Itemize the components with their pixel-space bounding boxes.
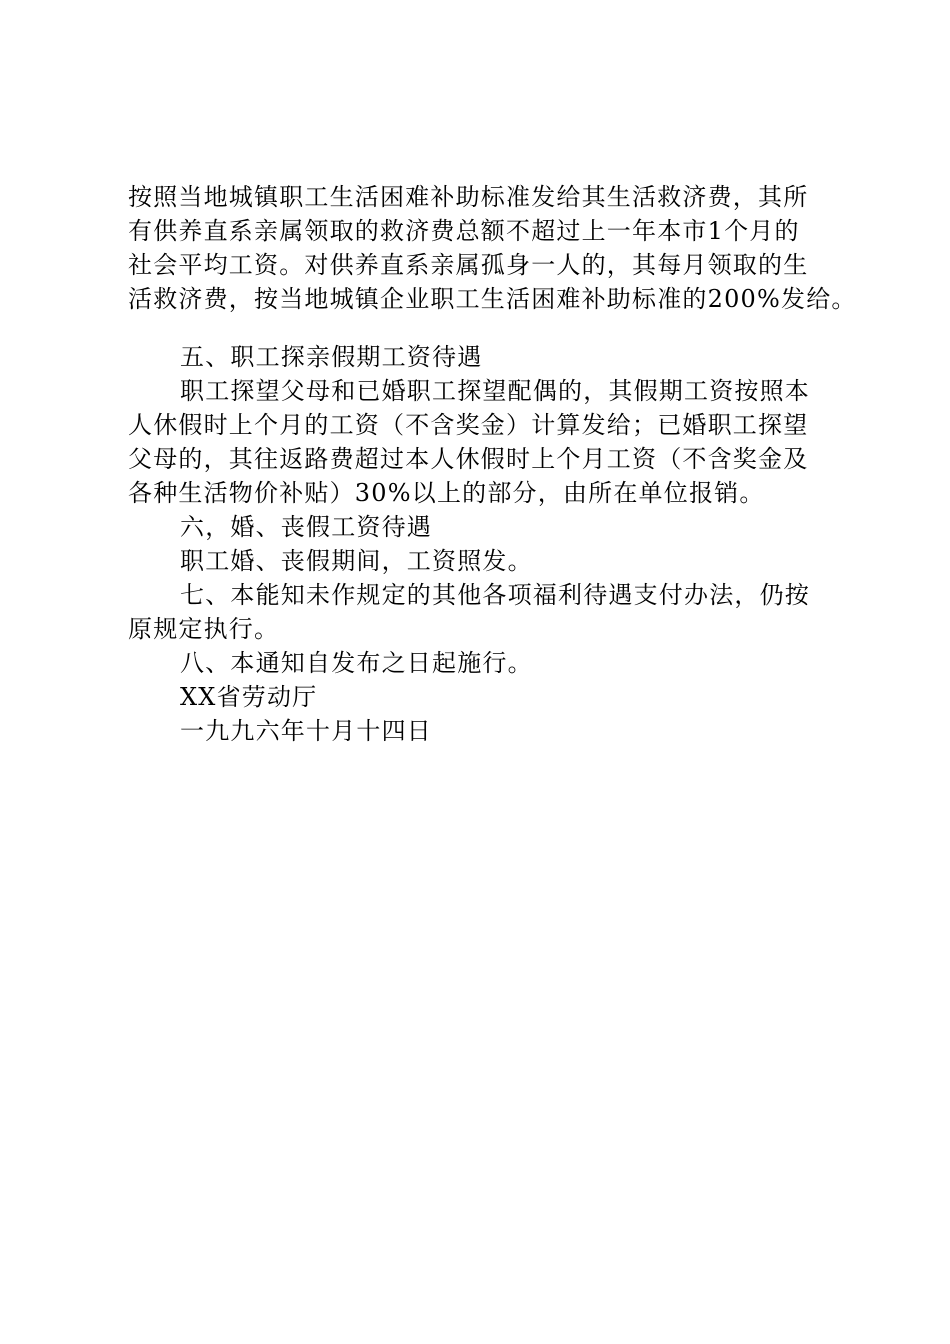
body-line: 人休假时上个月的工资（不含奖金）计算发给；已婚职工探望 <box>128 411 809 439</box>
section-7-line: 七、本能知未作规定的其他各项福利待遇支付办法，仍按 <box>180 581 810 609</box>
document-body <box>128 180 857 748</box>
body-line: 社会平均工资。对供养直系亲属孤身一人的，其每月领取的生 <box>128 251 809 279</box>
body-line: 按照当地城镇职工生活困难补助标准发给其生活救济费，其所 <box>128 183 809 211</box>
body-line: 有供养直系亲属领取的救济费总额不超过上一年本市1个月的 <box>128 217 800 245</box>
body-line: 各种生活物价补贴）30%以上的部分，由所在单位报销。 <box>128 479 765 507</box>
paragraph-gap <box>128 316 838 340</box>
body-line: 职工婚、丧假期间，工资照发。 <box>180 547 533 575</box>
issuer-name: XX省劳动厅 <box>180 683 318 711</box>
section-7-line: 原规定执行。 <box>128 615 280 643</box>
body-line: 职工探望父母和已婚职工探望配偶的，其假期工资按照本 <box>180 377 810 405</box>
issue-date: 一九九六年十月十四日 <box>180 717 432 745</box>
section-heading-5: 五、职工探亲假期工资待遇 <box>180 343 483 371</box>
body-line: 父母的，其往返路费超过本人休假时上个月工资（不含奖金及 <box>128 445 809 473</box>
body-line: 活救济费，按当地城镇企业职工生活困难补助标准的200%发给。 <box>128 285 857 313</box>
section-heading-6: 六，婚、丧假工资待遇 <box>180 513 432 541</box>
section-8-line: 八、本通知自发布之日起施行。 <box>180 649 533 677</box>
